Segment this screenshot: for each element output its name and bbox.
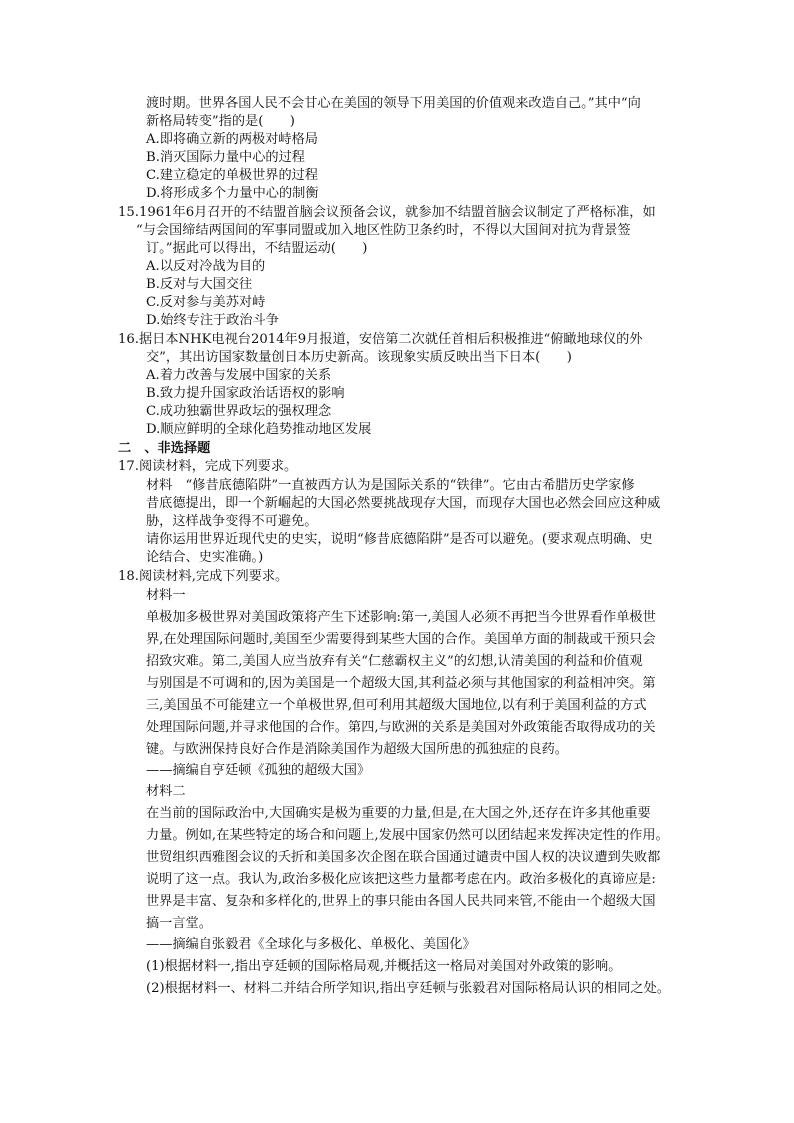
- q16-option-c: C.成功独霸世界政坛的强权理念: [146, 404, 332, 419]
- q17-stem: 17.阅读材料，完成下列要求。: [118, 459, 298, 474]
- q17-material-line-3: 胁，这样战争变得不可避免。: [146, 514, 318, 529]
- q17-requirement-line-1: 请你运用世界近现代史的史实，说明“修昔底德陷阱”是否可以避免。(要求观点明确、史: [146, 532, 653, 547]
- q17-material-line-1: 材料 “修昔底德陷阱”一直被西方认为是国际关系的“铁律”。它由古希腊历史学家修: [146, 478, 635, 493]
- q18-material-2-line-2: 力量。例如,在某些特定的场合和问题上,发展中国家仍然可以团结起来发挥决定性的作用。: [146, 828, 669, 843]
- q15-option-d: D.始终专注于政治斗争: [146, 313, 279, 328]
- q18-material-1-line-5: 三,美国虽不可能建立一个单极世界,但可利用其超级大国地位,以有利于美国利益的方式: [146, 698, 647, 713]
- q14-option-b: B.消灭国际力量中心的过程: [146, 150, 305, 165]
- q17-requirement-line-2: 论结合、史实准确。): [146, 550, 264, 565]
- q15-stem-line-1: 15.1961年6月召开的不结盟首脑会议预备会议，就参加不结盟首脑会议制定了严格标准，如: [118, 205, 656, 220]
- q15-option-b: B.反对与大国交往: [146, 277, 253, 292]
- q15-option-a: A.以反对冷战为目的: [146, 259, 266, 274]
- q18-material-2-heading: 材料二: [146, 784, 186, 799]
- q14-option-d: D.将形成多个力量中心的制衡: [146, 186, 319, 201]
- q14-stem-line-1: 渡时期。世界各国人民不会甘心在美国的领导下用美国的价值观来改造自己。”其中“向: [146, 96, 641, 111]
- q18-material-1-line-2: 界,在处理国际问题时,美国至少需要得到某些大国的合作。美国单方面的制裁或干预只会: [146, 632, 656, 647]
- q18-material-1-line-7: 键。与欧洲保持良好合作是消除美国作为超级大国所患的孤独症的良药。: [146, 742, 568, 757]
- q18-sub-question-2: (2)根据材料一、材料二并结合所学知识,指出亨廷顿与张毅君对国际格局认识的相同之处。: [146, 981, 670, 996]
- q16-option-d: D.顺应鲜明的全球化趋势推动地区发展: [146, 422, 372, 437]
- q15-option-c: C.反对参与美苏对峙: [146, 295, 266, 310]
- section-heading: 二 、非选择题: [118, 441, 211, 456]
- q18-material-2-line-6: 搞一言堂。: [146, 916, 212, 931]
- q15-stem-line-3: 订。”据此可以得出，不结盟运动( ): [146, 241, 368, 256]
- q18-material-2-line-4: 说明了这一点。我认为,政治多极化应该把这些力量都考虑在内。政治多极化的真谛应是:: [146, 872, 656, 887]
- q15-stem-line-2: “与会国缔结两国间的军事同盟或加入地区性防卫条约时，不得以大国间对抗为背景签: [136, 223, 631, 238]
- q18-material-1-source: ——摘编自亨廷顿《孤独的超级大国》: [146, 763, 371, 778]
- q18-material-2-line-5: 世界是丰富、复杂和多样化的,世界上的事只能由各国人民共同来管,不能由一个超级大国: [146, 894, 656, 909]
- q18-material-1-line-4: 与别国是不可调和的,因为美国是一个超级大国,其利益必须与其他国家的利益相冲突。第: [146, 676, 656, 691]
- q14-stem-line-2: 新格局转变”指的是( ): [146, 114, 295, 129]
- q18-material-2-line-3: 世贸组织西雅图会议的夭折和美国多次企图在联合国通过谴责中国人权的决议遭到失败都: [146, 850, 661, 865]
- q16-option-b: B.致力提升国家政治话语权的影响: [146, 386, 345, 401]
- q16-stem-line-1: 16.据日本NHK电视台2014年9月报道，安倍第二次就任首相后积极推进“俯瞰地球仪的外: [118, 332, 643, 347]
- q18-material-2-source: ——摘编自张毅君《全球化与多极化、单极化、美国化》: [146, 937, 476, 952]
- q18-material-1-line-6: 处理国际问题,并寻求他国的合作。第四,与欧洲的关系是美国对外政策能否取得成功的关: [146, 720, 656, 735]
- q14-option-c: C.建立稳定的单极世界的过程: [146, 168, 319, 183]
- q18-sub-question-1: (1)根据材料一,指出亨廷顿的国际格局观,并概括这一格局对美国对外政策的影响。: [146, 959, 622, 974]
- q14-option-a: A.即将确立新的两极对峙格局: [146, 132, 318, 147]
- q16-stem-line-2: 交”，其出访国家数量创日本历史新高。该现象实质反映出当下日本( ): [146, 350, 572, 365]
- q17-material-line-2: 昔底德提出，即一个新崛起的大国必然要挑战现存大国，而现存大国也必然会回应这种威: [146, 496, 661, 511]
- q18-material-2-line-1: 在当前的国际政治中,大国确实是极为重要的力量,但是,在大国之外,还存在许多其他重要: [146, 806, 651, 821]
- q18-material-1-line-1: 单极加多极世界对美国政策将产生下述影响:第一,美国人必须不再把当今世界看作单极世: [146, 610, 656, 625]
- q18-material-1-line-3: 招致灾难。第二,美国人应当放弃有关“仁慈霸权主义”的幻想,认清美国的利益和价值观: [146, 654, 643, 669]
- q18-material-1-heading: 材料一: [146, 588, 186, 603]
- q18-stem: 18.阅读材料,完成下列要求。: [118, 569, 289, 584]
- q16-option-a: A.着力改善与发展中国家的关系: [146, 368, 332, 383]
